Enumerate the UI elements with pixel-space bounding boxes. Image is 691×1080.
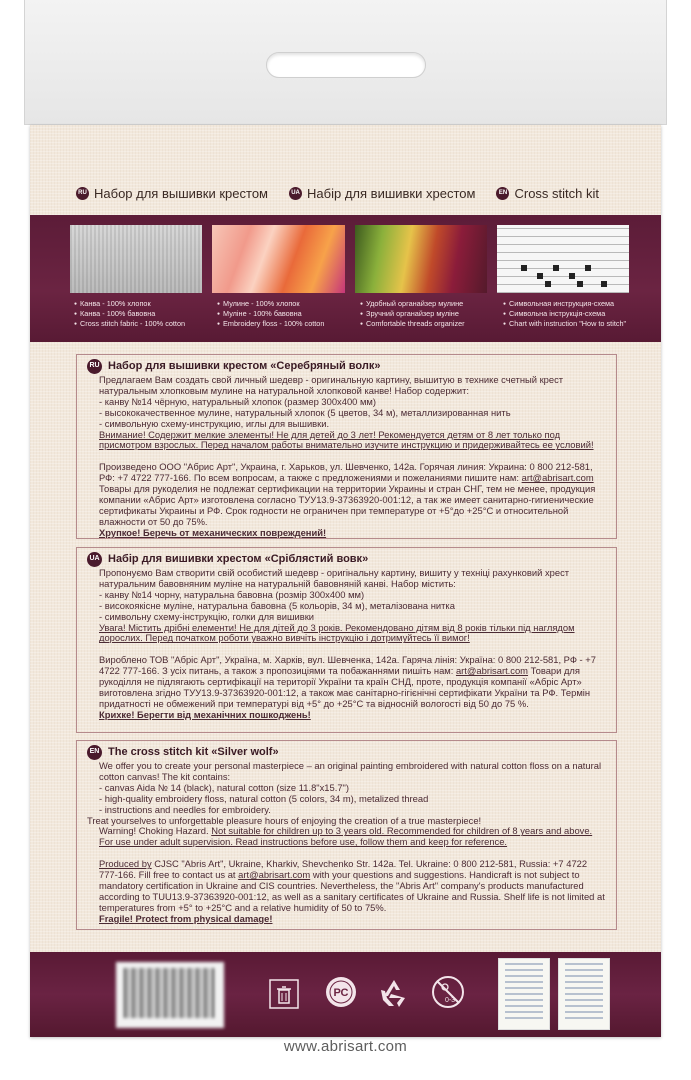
ru-email-link[interactable]: art@abrisart.com (521, 472, 594, 484)
barcode-blurred (116, 962, 224, 1028)
chart-photo (497, 225, 629, 293)
ru-title (87, 359, 608, 374)
en-title (87, 745, 608, 760)
ru-description-box (76, 354, 617, 539)
not-for-age-0-3-icon (430, 974, 466, 1010)
ru-intro: Предлагаем Вам создать свой личный шедевр - оригинальную картину, вышитую в технике счетный крест натуральным хлопковым мулине на натуральной хлопковой канве! Набор содержит: (99, 374, 564, 396)
en-item: - instructions and needles for embroidery. (99, 803, 271, 815)
ua-fragile: Крихке! Берегти від механічних пошкоджень! (99, 708, 311, 720)
waste-bin-icon (269, 979, 299, 1009)
ua-warning: Увага! Містить дрібні елементи! Не для дітей до 3 років. Рекомендовано дітям від 8 років тільки під наглядом дорослих. Перед початком роботи уважно вивчіть інструкцію і дотримуйтесь її вимог! (99, 621, 575, 644)
ua-title-text: Набір для вишивки хрестом «Сріблястий вовк» (108, 553, 369, 566)
en-email-link[interactable]: art@abrisart.com (238, 869, 311, 881)
certificate-russia-image (558, 958, 610, 1030)
hang-hole (266, 52, 426, 78)
website-url[interactable]: www.abrisart.com (283, 1038, 408, 1055)
chart-symbol (569, 273, 575, 279)
chart-symbol (545, 281, 551, 287)
ru-badge: RU (76, 187, 89, 200)
canvas-photo (70, 225, 202, 293)
en-warning: Warning! Choking Hazard. Not suitable for children up to 3 years old. Recommended for children of 8 years and above. For use under adult supervision. Read instructions before use, follow them and keep for reference. (99, 825, 593, 848)
ru-fragile: Хрупкое! Беречь от механических повреждений! (99, 526, 327, 538)
language-header-row (30, 183, 661, 203)
en-title-text: The cross stitch kit «Silver wolf» (108, 746, 279, 759)
kit-contents-band (30, 215, 661, 342)
en-item: - canvas Aida № 14 (black), natural cotton (size 11.8"x15.7") (99, 781, 349, 793)
header-ru (76, 183, 268, 203)
header-ua (289, 183, 475, 203)
ru-title-text: Набор для вышивки крестом «Серебряный волк» (108, 360, 381, 373)
ru-warning: Внимание! Содержит мелкие элементы! Не для детей до 3 лет! Рекомендуется детям от 8 лет только под присмотром взрослых. Перед началом работы внимательно изучите инструкцию и придерживайтесь ее условий! (99, 428, 594, 451)
header-en-label: Cross stitch kit (514, 185, 599, 201)
ua-producer: Вироблено ТОВ "Абріс Арт", Україна, м. Харків, вул. Шевченка, 142а. Гаряча лінія: Україна: 0 800 212-581, РФ - +7 4722 777-166. З усіх питань, а також з пропозиціями та побажаннями пишіть нам: art@abrisart.com Товари для рукоділля не підлягають сертифікації на території України та країн СНД, проте, продукція компанії «Абріс Арт» виготовлена згідно ТУУ13.9-37363920-001:12, а також має санітарно-гігієнічні сертифікати України та РФ. Термін придатності не обмежений при температурі від +5° до +25°С та відносній вологості від 50 до 75 %. (99, 654, 596, 709)
hang-tab (24, 0, 667, 125)
floss-photo (212, 225, 344, 293)
en-producer: Produced by CJSC "Abris Art", Ukraine, Kharkiv, Shevchenko Str. 142a. Tel. Ukraine: 0 800 212-581, Russia: +7 4722 777-166. Fill free to contact us at art@abrisart.com with your questions and suggestions. Handicraft is not subject to mandatory certification in Ukraine and CIS countries. Nevertheless, the "Abris Art" company's products manufactured according to TUU13.9-37363920-001:12, as well as a sanitary certificates of Ukraine and Russia. Shelf life is not limited at temperatures from +5° to +25°C and a relative humidity of 50 to 75%. (99, 858, 605, 913)
ua-item: - високоякісне муліне, натуральна бавовна (5 кольорів, 34 м), металізована нитка (99, 599, 455, 611)
certificate-ukraine-image (498, 958, 550, 1030)
ua-item: - символьну схему-інструкцію, голки для вишивки (99, 610, 315, 622)
en-fragile: Fragile! Protect from physical damage! (99, 912, 273, 924)
package-card (30, 125, 661, 1037)
organizer-photo (355, 225, 487, 293)
chart-symbol (553, 265, 559, 271)
chart-symbol (585, 265, 591, 271)
ru-item: - символьную схему-инструкцию, иглы для вышивки. (99, 417, 330, 429)
ru-item: - канву №14 чёрную, натуральный хлопок (размер 300х400 мм) (99, 395, 376, 407)
chart-caption: ● Символьная инструкция-схема ● Символьна iнструкцiя-схема ● Chart with instruction "How to stitch" (503, 299, 636, 329)
organizer-caption: ● Удобный органайзер мулине ● Зручний органайзер мулiне ● Comfortable threads organizer (360, 299, 493, 329)
ua-email-link[interactable]: art@abrisart.com (455, 665, 528, 677)
ua-item: - канву №14 чорну, натуральна бавовна (розмір 300х400 мм) (99, 588, 365, 600)
en-item: - high-quality embroidery floss, natural cotton (5 colors, 34 m), metalized thread (99, 792, 429, 804)
ru-item: - высококачественное мулине, натуральный хлопок (5 цветов, 34 м), металлизированная нить (99, 406, 511, 418)
ua-title (87, 552, 608, 567)
recycle-icon (377, 976, 411, 1010)
ua-title-badge: UA (87, 552, 102, 567)
header-ua-label: Набір для вишивки хрестом (307, 185, 476, 201)
en-intro: We offer you to create your personal masterpiece – an original painting embroidered with natural cotton floss on a natural cotton canvas! The kit contains: (99, 760, 602, 782)
en-description-box (76, 740, 617, 930)
kit-captions (74, 299, 641, 329)
ua-badge: UA (289, 187, 302, 200)
en-title-badge: EN (87, 745, 102, 760)
ru-title-badge: RU (87, 359, 102, 374)
ru-producer: Произведено ООО "Абрис Арт", Украина, г. Харьков, ул. Шевченко, 142а. Горячая линия: Украина: 0 800 212-581, РФ: +7 4722 777-166. По всем вопросам, а также с предложениями и пожеланиями пишите нам: art@abrisart.com Товары для рукоделия не подлежат сертификации на территории Украины и стран СНГ, тем не менее, продукция компании «Абрис Арт» изготовлена согласно ТУУ13.9-37363920-001:12, а так же имеет санитарно-гигиенические сертификаты Украины и РФ. Срок годности не ограничен при температуре от +5°до +25°С и относительной влажности от 50 до 75%. (99, 461, 596, 527)
canvas-caption: ● Канва - 100% хлопок ● Канва - 100% бавовна ● Cross stitch fabric - 100% cotton (74, 299, 207, 329)
certification-mark-icon (323, 974, 359, 1010)
chart-symbol (537, 273, 543, 279)
chart-symbol (521, 265, 527, 271)
header-ru-label: Набор для вышивки крестом (94, 185, 268, 201)
chart-symbol (577, 281, 583, 287)
age-range-label: 0-3 (444, 997, 456, 1004)
en-treat: Treat yourselves to unforgettable pleasure hours of enjoying the creation of a true masterpiece! (87, 814, 482, 826)
floss-caption: ● Мулине - 100% хлопок ● Мулiне - 100% бавовна ● Embroidery floss - 100% cotton (217, 299, 350, 329)
ua-description-box (76, 547, 617, 733)
header-en (496, 183, 599, 203)
en-badge: EN (496, 187, 509, 200)
chart-symbol (601, 281, 607, 287)
bottom-info-band (30, 952, 661, 1037)
kit-photos (70, 225, 629, 293)
ua-intro: Пропонуємо Вам створити свій особистий шедевр - оригінальну картину, вишиту у техніці рахунковий хрест натуральним бавовняним муліне на натуральній бавовняній канві. Набор містить: (99, 567, 570, 589)
certification-mark-label: РС (333, 987, 349, 999)
